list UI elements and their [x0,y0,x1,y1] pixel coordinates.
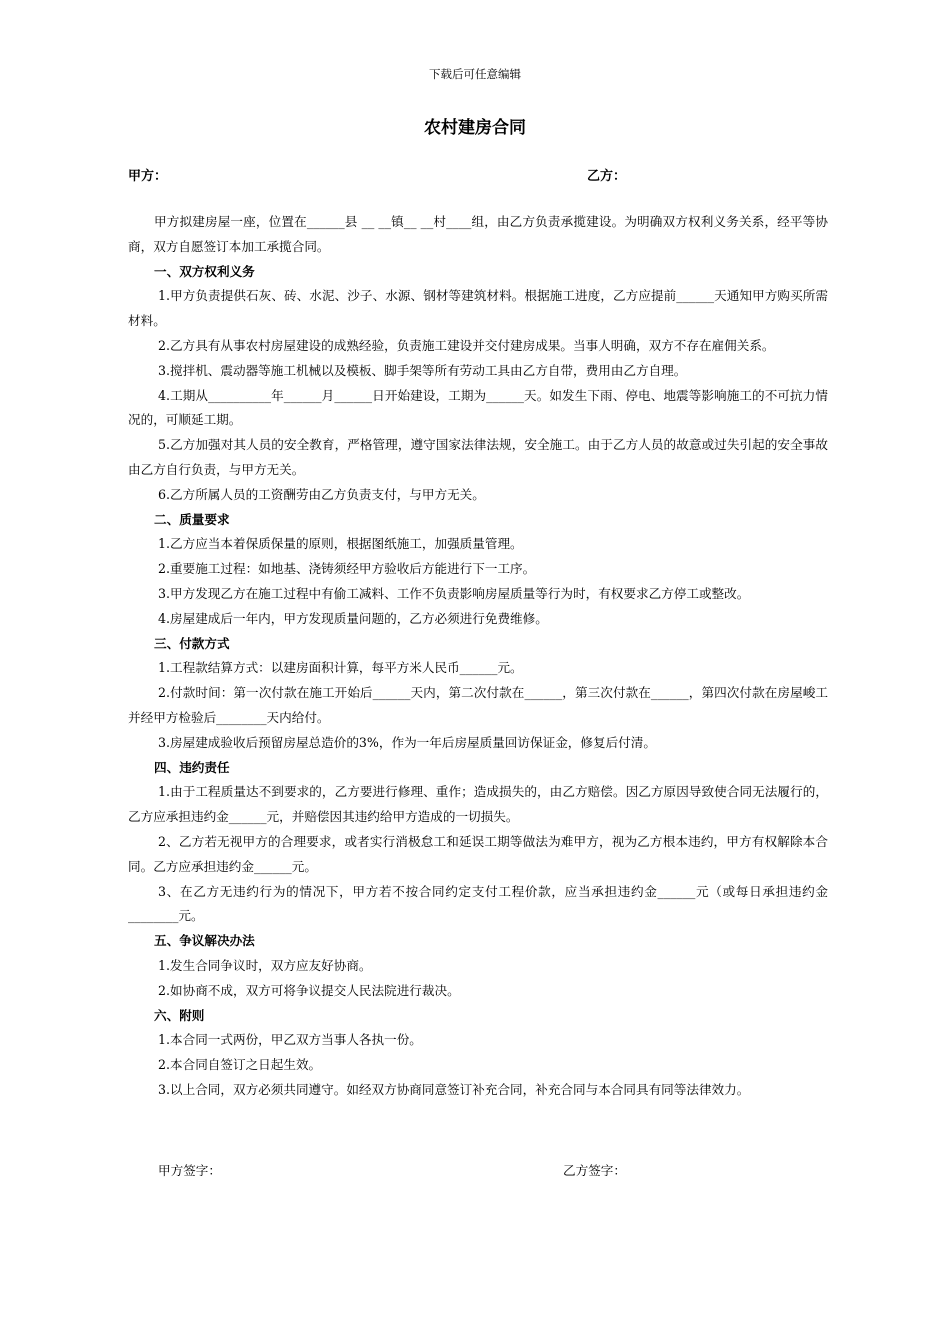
clause: 2.如协商不成，双方可将争议提交人民法院进行裁决。 [158,982,460,998]
clause: 3.房屋建成验收后预留房屋总造价的3%，作为一年后房屋质量回访保证金，修复后付清。 [158,734,656,750]
contract-body [128,210,828,1103]
clause: 2.本合同自签订之日起生效。 [158,1057,322,1073]
clause: 5.乙方加强对其人员的安全教育，严格管理，遵守国家法律法规，安全施工。由于乙方人员的故意或过失引起的安全事故由乙方自行负责，与甲方无关。 [128,437,828,477]
party-b-label: 乙方： [587,169,627,184]
clause: 3.甲方发现乙方在施工过程中有偷工减料、工作不负责影响房屋质量等行为时，有权要求乙方停工或整改。 [158,585,750,601]
header-note: 下载后可任意编辑 [429,67,521,81]
clause: 6.乙方所属人员的工资酬劳由乙方负责支付，与甲方无关。 [158,486,485,502]
clause: 1.甲方负责提供石灰、砖、水泥、沙子、水源、钢材等建筑材料。根据施工进度，乙方应提前______天通知甲方购买所需材料。 [128,288,828,329]
party-a-label: 甲方： [128,169,168,184]
page-title: 农村建房合同 [424,118,526,138]
section-heading: 一、双方权利义务 [154,263,255,279]
clause: 3、在乙方无违约行为的情况下，甲方若不按合同约定支付工程价款，应当承担违约金______元（或每日承担违约金________元。 [128,883,828,924]
party-a-signature-label: 甲方签字： [158,1163,221,1178]
section-heading: 三、付款方式 [154,635,230,651]
clause: 1.发生合同争议时，双方应友好协商。 [158,957,372,973]
clause: 1.由于工程质量达不到要求的，乙方要进行修理、重作；造成损失的，由乙方赔偿。因乙方原因导致使合同无法履行的，乙方应承担违约金______元，并赔偿因其违约给甲方造成的一切损失。 [128,784,828,825]
clause: 1.本合同一式两份，甲乙双方当事人各执一份。 [158,1032,422,1048]
clause: 2.乙方具有从事农村房屋建设的成熟经验，负责施工建设并交付建房成果。当事人明确，双方不存在雇佣关系。 [158,337,775,353]
clause: 3.以上合同，双方必须共同遵守。如经双方协商同意签订补充合同，补充合同与本合同具有同等法律效力。 [158,1081,750,1097]
section-heading: 五、争议解决办法 [154,933,255,949]
clause: 3.搅拌机、震动器等施工机械以及模板、脚手架等所有劳动工具由乙方自带，费用由乙方自理。 [158,362,687,378]
clause: 2.重要施工过程：如地基、浇铸须经甲方验收后方能进行下一工序。 [158,561,536,577]
section-heading: 六、附则 [154,1007,205,1023]
party-b-signature-label: 乙方签字： [563,1163,626,1178]
intro-paragraph: 甲方拟建房屋一座，位置在______县 __ __镇__ __村____组，由乙方负责承揽建设。为明确双方权利义务关系，经平等协商，双方自愿签订本加工承揽合同。 [128,214,828,254]
clause: 1.乙方应当本着保质保量的原则，根据图纸施工，加强质量管理。 [158,536,523,552]
clause: 1.工程款结算方式：以建房面积计算，每平方米人民币______元。 [158,660,523,676]
clause: 4.房屋建成后一年内，甲方发现质量问题的，乙方必须进行免费维修。 [158,610,548,626]
clause: 2、乙方若无视甲方的合理要求，或者实行消极怠工和延误工期等做法为难甲方，视为乙方根本违约，甲方有权解除本合同。乙方应承担违约金______元。 [128,833,828,874]
clause: 4.工期从__________年______月______日开始建设，工期为______天。如发生下雨、停电、地震等影响施工的不可抗力情况的，可顺延工期。 [128,387,828,428]
section-heading: 二、质量要求 [154,511,230,527]
section-heading: 四、违约责任 [154,759,230,775]
clause: 2.付款时间：第一次付款在施工开始后______天内，第二次付款在______，第三次付款在______，第四次付款在房屋峻工并经甲方检验后________天内给付。 [128,685,828,725]
